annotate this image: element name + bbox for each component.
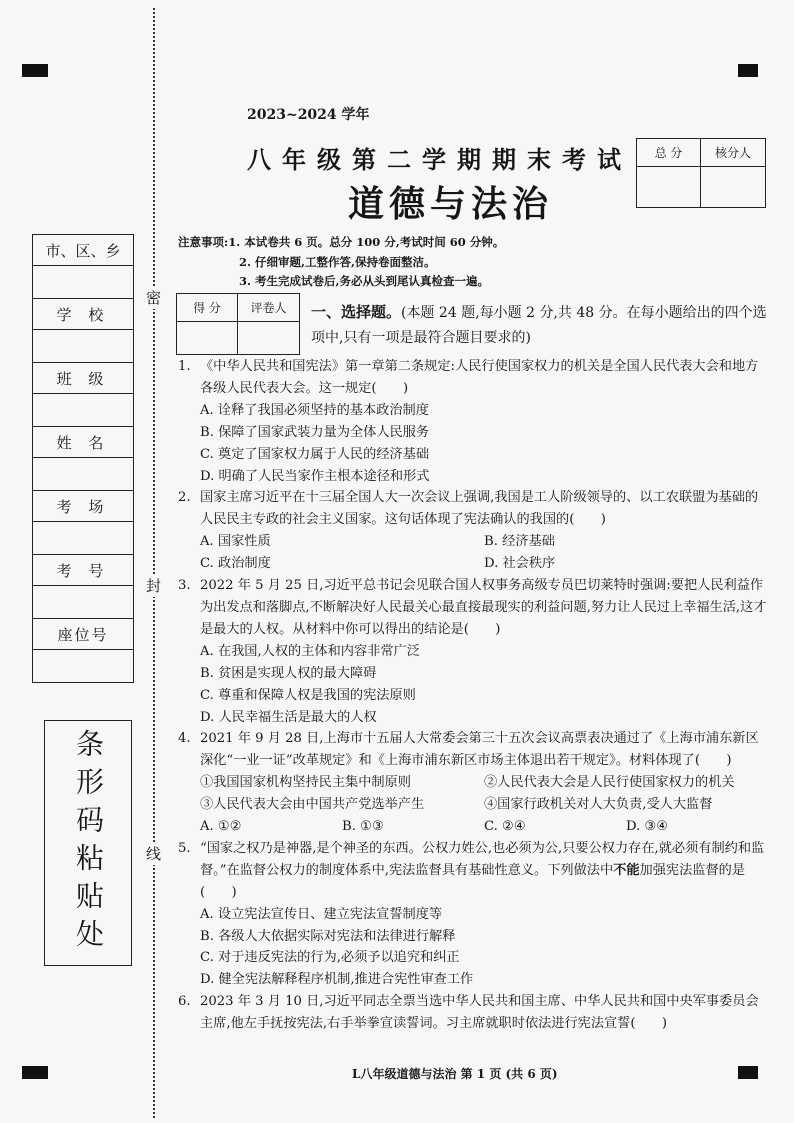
notice-line-1: 注意事项:1. 本试卷共 6 页。总分 100 分,考试时间 60 分钟。 [178, 235, 505, 249]
info-input-class[interactable] [33, 394, 133, 427]
question-list [178, 356, 768, 1035]
question-number: 1. [178, 359, 191, 374]
option-c[interactable]: C. 奠定了国家权力属于人民的经济基础 [200, 446, 430, 462]
student-info-table [32, 234, 134, 683]
option-c[interactable]: C. 政治制度 [200, 556, 271, 572]
barcode-area [44, 720, 132, 966]
info-label-seat: 座位号 [33, 619, 133, 650]
question-3 [178, 575, 768, 728]
question-number: 3. [178, 578, 191, 594]
question-number: 6. [178, 994, 191, 1010]
question-stem: 国家主席习近平在十三届全国人大一次会议上强调,我国是工人阶级领导的、以工农联盟为基础的人民民主专政的社会主义国家。这句话体现了宪法确认的我国的( ) [200, 490, 759, 528]
subject-title: 道德与法治 [348, 183, 554, 225]
section-heading [311, 300, 771, 351]
option-a[interactable]: A. ①② [200, 819, 242, 835]
section-score-table [176, 293, 300, 355]
registration-mark-bottom-right [738, 1066, 758, 1079]
info-label-school: 学 校 [33, 299, 133, 330]
question-4 [178, 728, 768, 838]
info-input-exam-room[interactable] [33, 522, 133, 555]
registration-mark-bottom-left [22, 1066, 48, 1079]
info-label-exam-room: 考 场 [33, 491, 133, 522]
info-label-district: 市、区、乡 [33, 235, 133, 266]
total-score-cell[interactable] [637, 167, 701, 207]
page-footer: L八年级道德与法治 第 1 页 (共 6 页) [352, 1067, 558, 1081]
option-d[interactable]: D. 健全宪法解释程序机制,推进合宪性审查工作 [200, 972, 474, 988]
question-2 [178, 487, 768, 575]
question-number: 2. [178, 490, 191, 506]
question-stem: 2023 年 3 月 10 日,习近平同志全票当选中华人民共和国主席、中华人民共和国中央军事委员会主席,他左手抚按宪法,右手举拳宣读誓词。习主席就职时依法进行宪法宣誓( ) [200, 994, 759, 1032]
stem-part-2: 加强宪法监督的是( ) [200, 862, 746, 900]
seal-char-mi: 密 [146, 286, 161, 309]
registration-mark-top-right [738, 64, 758, 77]
statement-3: ③人民代表大会由中国共产党选举产生 [200, 797, 425, 813]
statement-1: ①我国国家机构坚持民主集中制原则 [200, 775, 411, 791]
option-c[interactable]: C. 对于违反宪法的行为,必须予以追究和纠正 [200, 950, 460, 966]
checker-cell[interactable] [701, 167, 765, 207]
question-1 [178, 356, 768, 487]
exam-notice [178, 233, 504, 292]
grader-label: 评卷人 [238, 294, 299, 322]
info-input-name[interactable] [33, 458, 133, 491]
info-input-district[interactable] [33, 266, 133, 299]
option-a[interactable]: A. 设立宪法宣传日、建立宪法宣誓制度等 [200, 906, 443, 922]
option-b[interactable]: B. 经济基础 [484, 534, 555, 550]
school-year: 2023~2024 学年 [247, 107, 370, 123]
option-b[interactable]: B. 保障了国家武装力量为全体人民服务 [200, 424, 430, 440]
option-d[interactable]: D. 社会秩序 [484, 556, 556, 572]
stem-part-1: “国家之权乃是神器,是个神圣的东西。公权力姓公,也必须为公,只要公权力存在,就必须有制约和监督。”在监督公权力的制度体系中,宪法监督具有基础性意义。下列做法中 [200, 840, 765, 878]
question-number: 4. [178, 731, 191, 747]
exam-title: 八年级第二学期期末考试 [247, 145, 632, 174]
seal-dotted-line [153, 8, 155, 1118]
info-input-exam-number[interactable] [33, 586, 133, 619]
question-stem: 《中华人民共和国宪法》第一章第二条规定:人民行使国家权力的机关是全国人民代表大会和地方各级人民代表大会。这一规定( ) [200, 359, 759, 396]
info-label-class: 班 级 [33, 363, 133, 394]
question-6 [178, 991, 768, 1035]
option-d[interactable]: D. 明确了人民当家作主根本途径和形式 [200, 468, 430, 484]
option-b[interactable]: B. ①③ [342, 819, 384, 835]
registration-mark-top-left [22, 64, 48, 77]
info-input-seat[interactable] [33, 650, 133, 683]
checker-label: 核分人 [701, 139, 765, 167]
section-title: 一、选择题。 [311, 303, 402, 321]
stem-emphasis: 不能 [613, 862, 640, 878]
question-number: 5. [178, 840, 191, 856]
option-c[interactable]: C. ②④ [484, 819, 526, 835]
question-5 [178, 838, 768, 991]
info-label-exam-number: 考 号 [33, 555, 133, 586]
seal-char-xian: 线 [146, 842, 161, 865]
option-d[interactable]: D. ③④ [626, 819, 669, 835]
barcode-label: 条形码粘贴处 [72, 729, 105, 957]
section-score-cell[interactable] [177, 322, 238, 354]
question-stem: 2022 年 5 月 25 日,习近平总书记会见联合国人权事务高级专员巴切莱特时强调:要把人民利益作为出发点和落脚点,不断解决好人民最关心最直接最现实的利益问题,努力让人民过上幸福生活,这才是最大的人权。从材料中你可以得出的结论是( ) [200, 578, 767, 637]
info-label-name: 姓 名 [33, 427, 133, 458]
notice-line-2: 2. 仔细审题,工整作答,保持卷面整洁。 [239, 254, 436, 269]
statement-4: ④国家行政机关对人大负责,受人大监督 [484, 797, 713, 813]
seal-char-feng: 封 [146, 574, 161, 597]
section-description: (本题 24 题,每小题 2 分,共 48 分。在每小题给出的四个选项中,只有一项是最符合题目要求的) [311, 305, 767, 346]
option-b[interactable]: B. 各级人大依据实际对宪法和法律进行解释 [200, 928, 456, 944]
question-stem: 2021 年 9 月 28 日,上海市十五届人大常委会第三十五次会议高票表决通过了《上海市浦东新区深化“一业一证”改革规定》和《上海市浦东新区市场主体退出若干规定》。材料体现了( ) [200, 731, 759, 769]
total-score-table [636, 138, 766, 208]
section-score-label: 得 分 [177, 294, 238, 322]
option-b[interactable]: B. 贫困是实现人权的最大障碍 [200, 665, 377, 681]
question-stem [200, 838, 768, 904]
option-a[interactable]: A. 在我国,人权的主体和内容非常广泛 [200, 643, 420, 659]
option-a[interactable]: A. 诠释了我国必须坚持的基本政治制度 [200, 402, 429, 418]
total-score-label: 总 分 [637, 139, 701, 167]
grader-cell[interactable] [238, 322, 299, 354]
option-d[interactable]: D. 人民幸福生活是最大的人权 [200, 709, 377, 725]
option-c[interactable]: C. 尊重和保障人权是我国的宪法原则 [200, 687, 416, 703]
statement-2: ②人民代表大会是人民行使国家权力的机关 [484, 775, 735, 791]
notice-line-3: 3. 考生完成试卷后,务必从头到尾认真检查一遍。 [239, 274, 490, 288]
option-a[interactable]: A. 国家性质 [200, 534, 271, 550]
info-input-school[interactable] [33, 330, 133, 363]
